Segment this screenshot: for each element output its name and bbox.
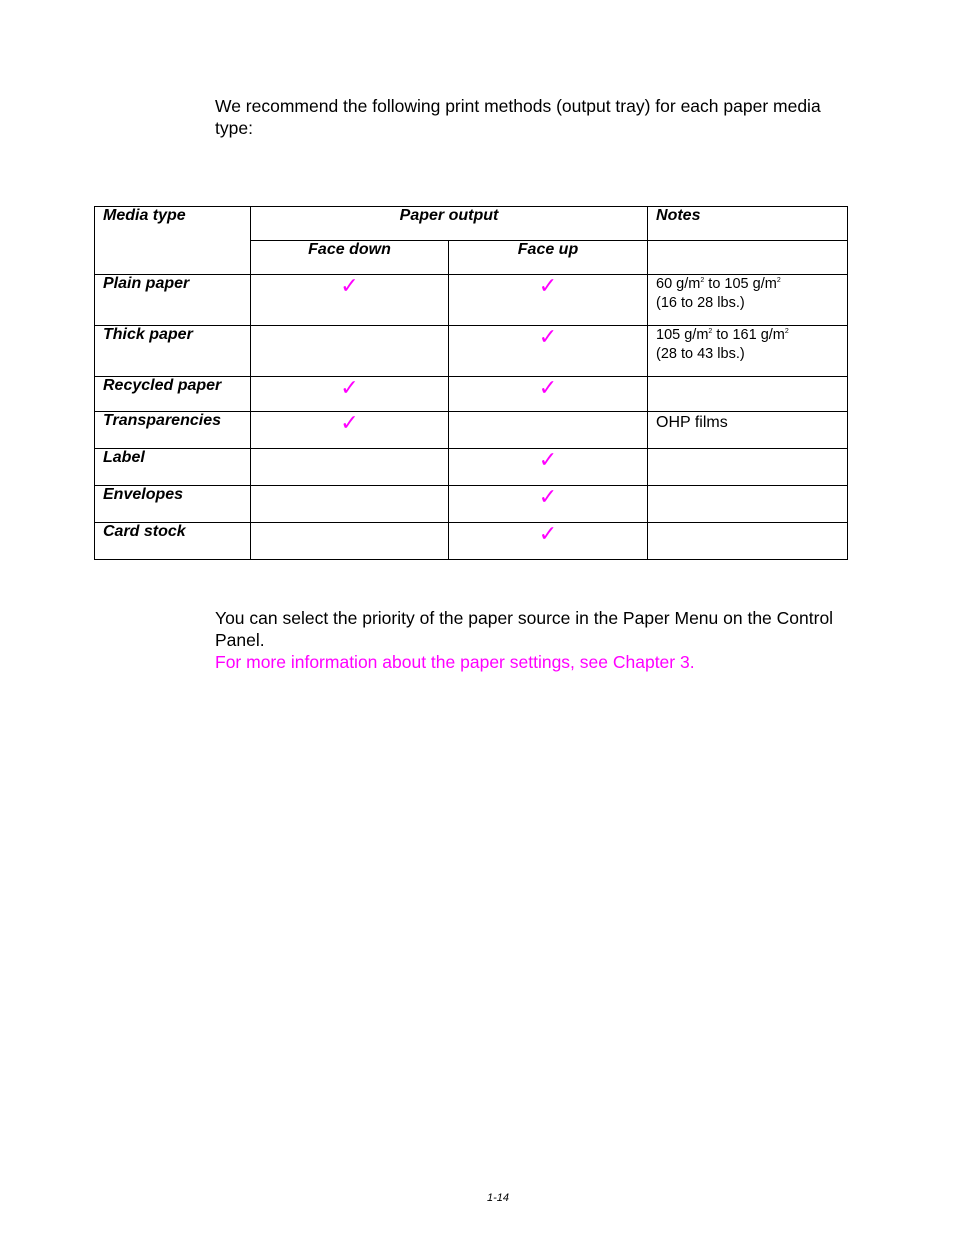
face-down-cell	[251, 449, 449, 486]
header-notes: Notes	[648, 207, 848, 241]
check-icon: ✓	[340, 411, 359, 436]
check-icon: ✓	[538, 448, 558, 473]
media-name: Envelopes	[95, 486, 251, 523]
notes-cell	[648, 377, 848, 412]
check-icon: ✓	[538, 376, 558, 401]
face-down-cell	[251, 275, 449, 326]
face-up-cell	[449, 486, 648, 523]
table-row	[95, 449, 848, 486]
face-down-cell	[251, 326, 449, 377]
outro-text: You can select the priority of the paper source in the Paper Menu on the Control Panel.	[215, 608, 834, 650]
face-up-cell	[449, 449, 648, 486]
check-icon: ✓	[538, 274, 558, 299]
notes-cell	[648, 486, 848, 523]
media-name: Recycled paper	[95, 377, 251, 412]
chapter-3-link[interactable]: For more information about the paper settings, see Chapter 3.	[215, 652, 695, 672]
media-name: Thick paper	[95, 326, 251, 377]
notes-cell: 105 $g/m^2$ to 161 $g/m^2$ (28 to 43 lbs.)	[648, 326, 848, 377]
face-down-cell	[251, 486, 449, 523]
face-up-cell	[449, 275, 648, 326]
header-notes-blank	[648, 241, 848, 275]
table-row	[95, 412, 848, 449]
check-icon: ✓	[340, 376, 359, 401]
header-face-down: Face down	[251, 241, 449, 275]
face-up-cell	[449, 523, 648, 560]
notes-cell: OHP films	[648, 412, 848, 449]
notes-cell	[648, 523, 848, 560]
notes-cell	[648, 449, 848, 486]
face-down-cell	[251, 523, 449, 560]
header-media-type: Media type	[95, 207, 251, 275]
table-row	[95, 377, 848, 412]
media-name: Card stock	[95, 523, 251, 560]
face-up-cell	[449, 377, 648, 412]
face-down-cell	[251, 412, 449, 449]
face-down-cell	[251, 377, 449, 412]
intro-paragraph: We recommend the following print methods (output tray) for each paper media type:	[215, 96, 821, 138]
face-up-cell	[449, 326, 648, 377]
table-row	[95, 326, 848, 377]
media-name: Plain paper	[95, 275, 251, 326]
outro-paragraph	[215, 607, 835, 673]
check-icon: ✓	[538, 325, 558, 350]
check-icon: ✓	[538, 485, 558, 510]
media-name: Label	[95, 449, 251, 486]
check-icon: ✓	[538, 522, 558, 547]
check-icon: ✓	[340, 274, 359, 299]
header-paper-output: Paper output	[251, 207, 648, 241]
media-type-table	[94, 206, 848, 560]
page-number: 1-14	[486, 1192, 510, 1204]
media-name: Transparencies	[95, 412, 251, 449]
header-face-up: Face up	[449, 241, 648, 275]
table-row	[95, 486, 848, 523]
table-row	[95, 523, 848, 560]
table-row	[95, 275, 848, 326]
face-up-cell	[449, 412, 648, 449]
notes-cell: 60 $g/m^2$ to 105 $g/m^2$ (16 to 28 lbs.)	[648, 275, 848, 326]
